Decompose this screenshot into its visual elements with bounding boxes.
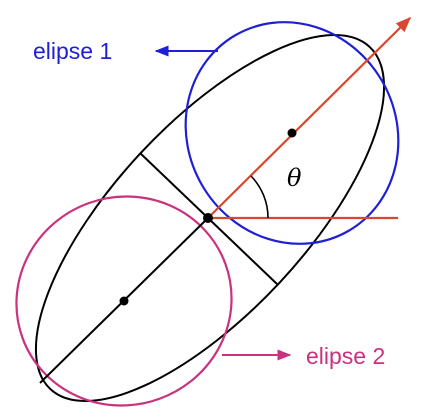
theta-label: θ — [287, 164, 302, 192]
center-point-ellipse-2 — [120, 297, 129, 306]
angle-arc — [251, 176, 268, 218]
ellipse-1-label: elipse 1 — [33, 38, 113, 64]
center-point-ellipse-1 — [288, 129, 297, 138]
tangent-point — [203, 213, 213, 223]
ellipse-2-label: elipse 2 — [306, 343, 386, 369]
